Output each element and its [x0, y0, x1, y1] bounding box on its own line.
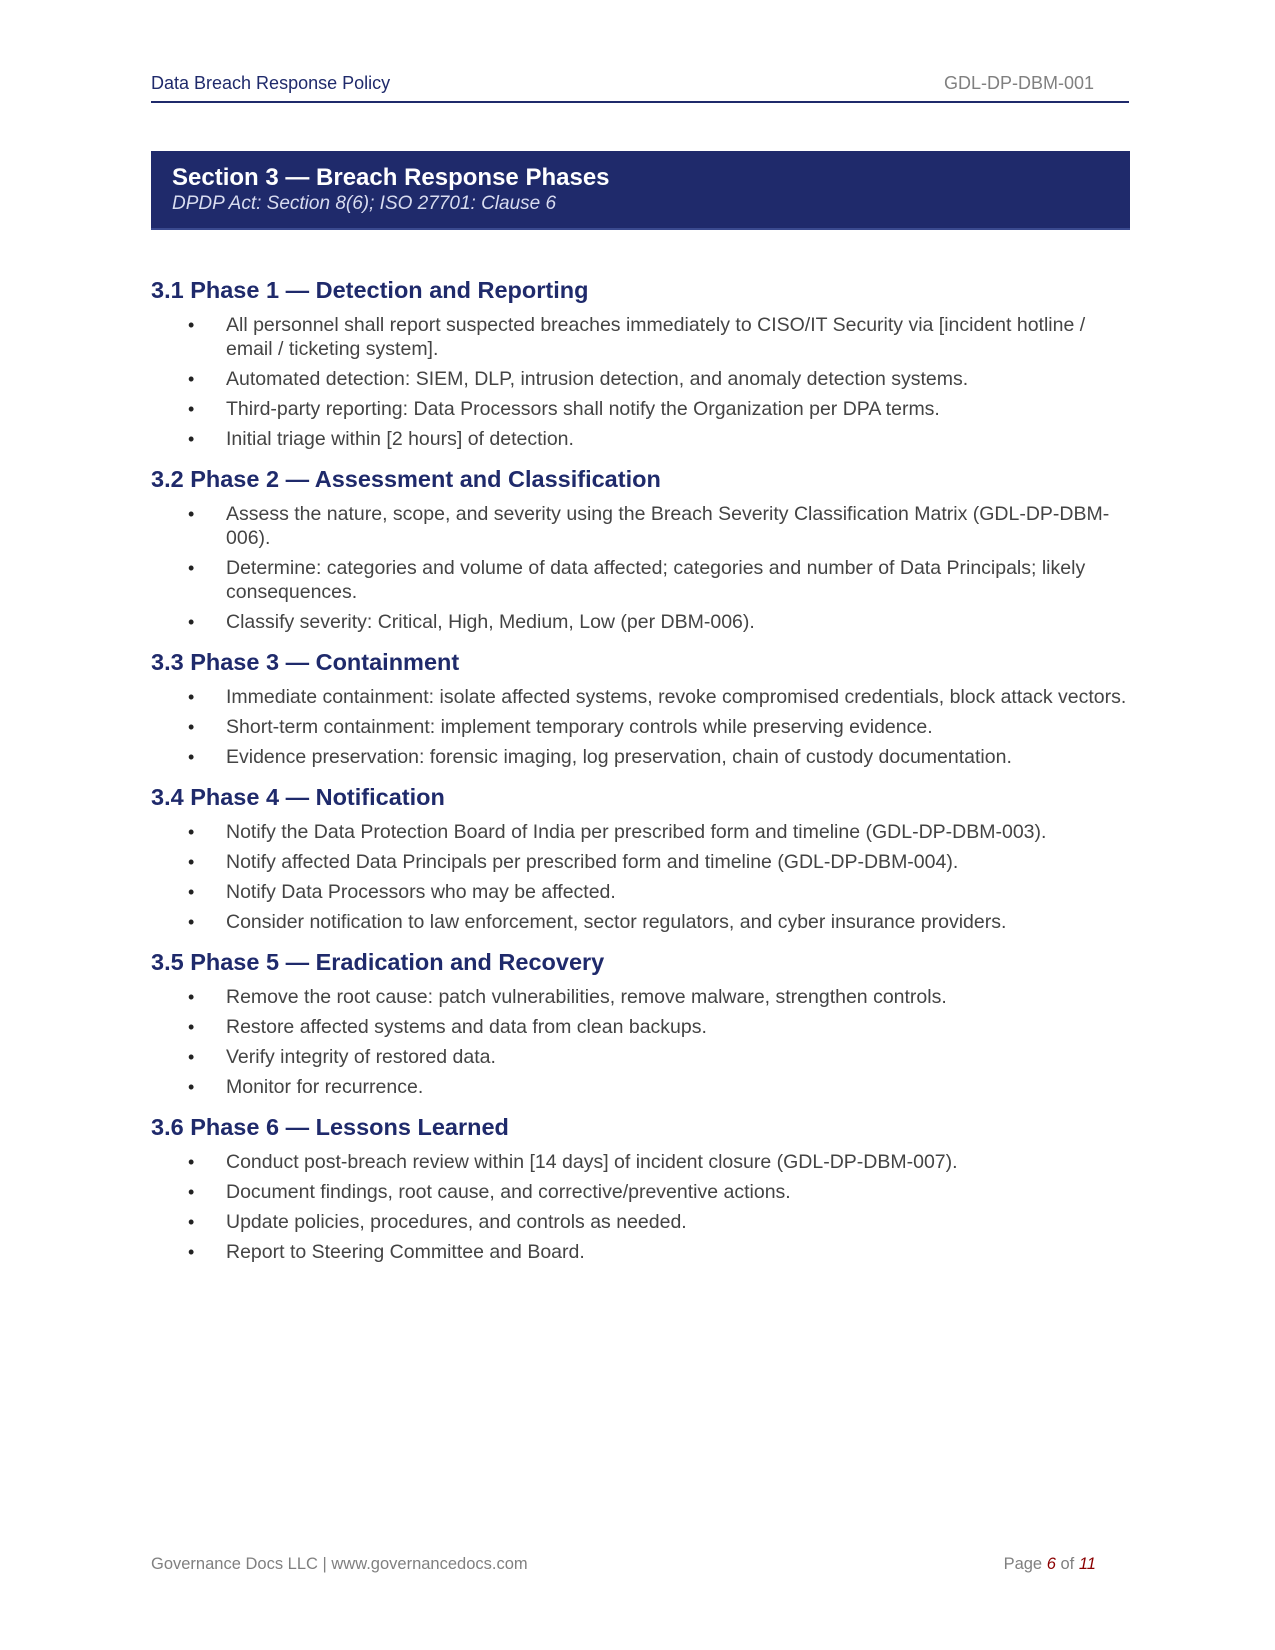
list-item — [151, 1180, 1131, 1204]
list-item — [151, 313, 1131, 361]
list-item — [151, 850, 1131, 874]
footer-company: Governance Docs LLC | www.governancedocs.com — [151, 1555, 528, 1573]
bullet-icon: • — [188, 612, 195, 632]
bullet-icon: • — [188, 558, 195, 578]
bullet-icon: • — [188, 912, 195, 932]
list-item-text: Third-party reporting: Data Processors shall notify the Organization per DPA terms. — [226, 398, 940, 420]
list-item-text: Automated detection: SIEM, DLP, intrusion detection, and anomaly detection systems. — [226, 368, 969, 390]
list-item — [151, 910, 1131, 934]
phase-items — [151, 685, 1131, 769]
list-item — [151, 397, 1131, 421]
page-label: Page — [1003, 1555, 1043, 1573]
list-item — [151, 1210, 1131, 1234]
document-body — [151, 274, 1131, 1276]
phase-heading: 3.5 Phase 5 — Eradication and Recovery — [151, 949, 605, 975]
list-item — [151, 1150, 1131, 1174]
bullet-icon: • — [188, 852, 195, 872]
list-item-text: Remove the root cause: patch vulnerabilities, remove malware, strengthen controls. — [226, 986, 947, 1008]
phase-section — [151, 646, 1131, 769]
bullet-icon: • — [188, 1152, 195, 1172]
phase-section — [151, 946, 1131, 1099]
phase-heading: 3.6 Phase 6 — Lessons Learned — [151, 1114, 509, 1140]
section-title: Section 3 — Breach Response Phases — [172, 164, 610, 191]
bullet-icon: • — [188, 882, 195, 902]
list-item-text: Classify severity: Critical, High, Medium, Low (per DBM-006). — [226, 611, 755, 633]
document-title: Data Breach Response Policy — [151, 73, 391, 93]
document-id: GDL-DP-DBM-001 — [943, 73, 1094, 93]
bullet-icon: • — [188, 504, 195, 524]
list-item — [151, 745, 1131, 769]
list-item — [151, 1240, 1131, 1264]
list-item-text: Notify affected Data Principals per prescribed form and timeline (GDL-DP-DBM-004). — [226, 851, 959, 873]
list-item — [151, 820, 1131, 844]
page-header — [151, 72, 1129, 103]
section-subtitle: DPDP Act: Section 8(6); ISO 27701: Clause 6 — [172, 193, 557, 214]
bullet-icon: • — [188, 822, 195, 842]
list-item-text: Update policies, procedures, and controls as needed. — [226, 1211, 687, 1233]
list-item — [151, 427, 1131, 451]
page-current: 6 — [1046, 1555, 1056, 1573]
list-item-text: Short-term containment: implement temporary controls while preserving evidence. — [226, 716, 933, 738]
list-item — [151, 1015, 1131, 1039]
list-item-text: Consider notification to law enforcement, sector regulators, and cyber insurance providers. — [226, 911, 1007, 933]
bullet-icon: • — [188, 687, 195, 707]
phase-items — [151, 502, 1131, 634]
phase-heading: 3.1 Phase 1 — Detection and Reporting — [151, 277, 589, 303]
list-item-text: Verify integrity of restored data. — [226, 1046, 496, 1068]
phase-heading: 3.2 Phase 2 — Assessment and Classification — [151, 466, 661, 492]
phase-section — [151, 1111, 1131, 1264]
list-item — [151, 556, 1131, 604]
list-item — [151, 367, 1131, 391]
list-item-text: Document findings, root cause, and corrective/preventive actions. — [226, 1181, 791, 1203]
phase-section — [151, 463, 1131, 634]
list-item — [151, 880, 1131, 904]
bullet-icon: • — [188, 429, 195, 449]
bullet-icon: • — [188, 1017, 195, 1037]
bullet-icon: • — [188, 1242, 195, 1262]
list-item-text: All personnel shall report suspected breaches immediately to CISO/IT Security via [incident hotline / email / ticketing system]. — [226, 314, 1086, 360]
list-item — [151, 1075, 1131, 1099]
phase-items — [151, 313, 1131, 451]
section-banner — [151, 151, 1130, 230]
phase-items — [151, 1150, 1131, 1264]
list-item — [151, 685, 1131, 709]
list-item — [151, 985, 1131, 1009]
bullet-icon: • — [188, 987, 195, 1007]
list-item-text: Notify Data Processors who may be affected. — [226, 881, 616, 903]
page-footer — [151, 1555, 1096, 1579]
bullet-icon: • — [188, 399, 195, 419]
list-item — [151, 502, 1131, 550]
list-item-text: Initial triage within [2 hours] of detection. — [226, 428, 574, 450]
bullet-icon: • — [188, 717, 195, 737]
list-item — [151, 715, 1131, 739]
phase-section — [151, 781, 1131, 934]
page-of: of — [1060, 1555, 1075, 1573]
phase-heading: 3.3 Phase 3 — Containment — [151, 649, 460, 675]
page-total: 11 — [1078, 1555, 1096, 1573]
list-item — [151, 610, 1131, 634]
list-item-text: Restore affected systems and data from clean backups. — [226, 1016, 707, 1038]
list-item — [151, 1045, 1131, 1069]
bullet-icon: • — [188, 1047, 195, 1067]
list-item-text: Monitor for recurrence. — [226, 1076, 424, 1098]
phase-items — [151, 820, 1131, 934]
list-item-text: Determine: categories and volume of data affected; categories and number of Data Principals; likely consequences. — [226, 557, 1086, 603]
list-item-text: Notify the Data Protection Board of India per prescribed form and timeline (GDL-DP-DBM-003). — [226, 821, 1047, 843]
phase-section — [151, 274, 1131, 451]
list-item-text: Report to Steering Committee and Board. — [226, 1241, 585, 1263]
bullet-icon: • — [188, 315, 195, 335]
phase-heading: 3.4 Phase 4 — Notification — [151, 784, 445, 810]
bullet-icon: • — [188, 747, 195, 767]
phase-items — [151, 985, 1131, 1099]
bullet-icon: • — [188, 1182, 195, 1202]
list-item-text: Conduct post-breach review within [14 days] of incident closure (GDL-DP-DBM-007). — [226, 1151, 958, 1173]
page-indicator — [1004, 1555, 1096, 1574]
bullet-icon: • — [188, 1077, 195, 1097]
bullet-icon: • — [188, 1212, 195, 1232]
bullet-icon: • — [188, 369, 195, 389]
list-item-text: Assess the nature, scope, and severity using the Breach Severity Classification Matrix (GDL-DP-DBM-006). — [226, 503, 1110, 549]
list-item-text: Immediate containment: isolate affected systems, revoke compromised credentials, block attack vectors. — [226, 686, 1127, 708]
list-item-text: Evidence preservation: forensic imaging, log preservation, chain of custody documentation. — [226, 746, 1012, 768]
